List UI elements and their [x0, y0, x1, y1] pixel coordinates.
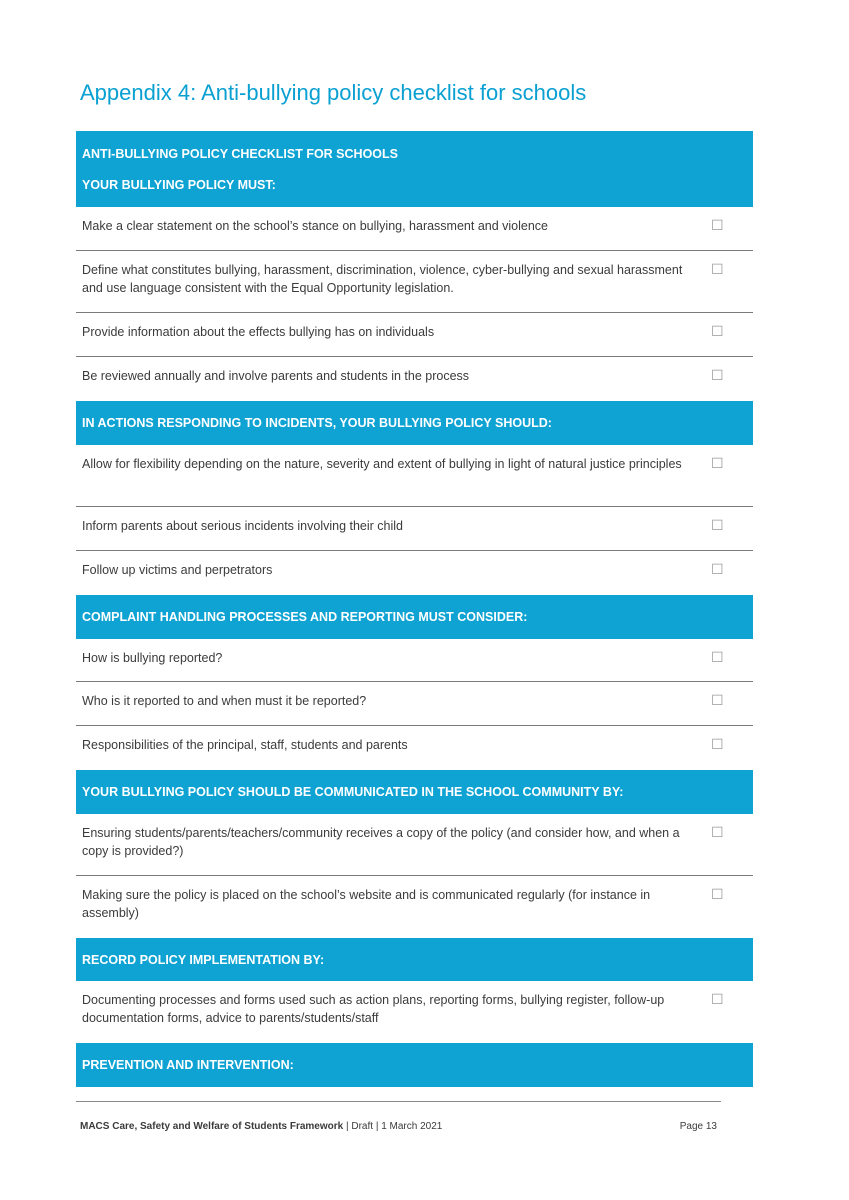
- checklist-item-text: Responsibilities of the principal, staff, students and parents: [82, 738, 408, 752]
- checkbox[interactable]: ☐: [711, 824, 724, 840]
- checklist-row: [76, 876, 753, 938]
- checklist-item-text: Ensuring students/parents/teachers/community receives a copy of the policy (and consider how, and when a copy is provided?): [82, 826, 680, 858]
- checkbox[interactable]: ☐: [711, 261, 724, 277]
- checklist-row: [76, 207, 753, 251]
- section-heading: IN ACTIONS RESPONDING TO INCIDENTS, YOUR BULLYING POLICY SHOULD:: [82, 416, 552, 430]
- checkbox[interactable]: ☐: [711, 886, 724, 902]
- section-heading: COMPLAINT HANDLING PROCESSES AND REPORTING MUST CONSIDER:: [82, 610, 528, 624]
- checkbox[interactable]: ☐: [711, 692, 724, 708]
- checklist-row: [76, 357, 753, 401]
- checkbox[interactable]: ☐: [711, 455, 724, 471]
- page-number: Page 13: [679, 1121, 717, 1132]
- section-header: [76, 131, 753, 207]
- checkbox[interactable]: ☐: [711, 517, 724, 533]
- checklist-item-text: Follow up victims and perpetrators: [82, 563, 273, 577]
- section-header: [76, 938, 753, 981]
- checklist-row: [76, 726, 753, 770]
- checklist-row: [76, 814, 753, 876]
- section-heading: RECORD POLICY IMPLEMENTATION BY:: [82, 952, 325, 967]
- checklist-item-text: Provide information about the effects bullying has on individuals: [82, 325, 435, 339]
- page-footer: [80, 1121, 717, 1132]
- checklist-row: [76, 507, 753, 551]
- checkbox[interactable]: ☐: [711, 991, 724, 1007]
- checklist-row: [76, 682, 753, 726]
- checklist-table: [76, 131, 753, 1087]
- section-heading: YOUR BULLYING POLICY SHOULD BE COMMUNICATED IN THE SCHOOL COMMUNITY BY:: [82, 785, 624, 799]
- checklist-item-text: Documenting processes and forms used such as action plans, reporting forms, bullying register, follow-up documentation forms, advice to parents/students/staff: [82, 993, 665, 1025]
- section-heading: PREVENTION AND INTERVENTION:: [82, 1058, 294, 1072]
- page-title: Appendix 4: Anti-bullying policy checklist for schools: [80, 80, 587, 105]
- footer-doc-name: MACS Care, Safety and Welfare of Students Framework: [80, 1121, 344, 1132]
- section-header: [76, 401, 753, 445]
- checkbox[interactable]: ☐: [711, 323, 724, 339]
- checklist-row: [76, 445, 753, 507]
- footer-divider: [76, 1101, 721, 1102]
- checklist-item-text: Make a clear statement on the school’s stance on bullying, harassment and violence: [82, 219, 549, 233]
- section-header: [76, 595, 753, 639]
- section-heading: YOUR BULLYING POLICY MUST:: [82, 177, 276, 192]
- section-header: [76, 1043, 753, 1087]
- checkbox[interactable]: ☐: [711, 561, 724, 577]
- checkbox[interactable]: ☐: [711, 736, 724, 752]
- checklist-row: [76, 313, 753, 357]
- checklist-row: [76, 981, 753, 1043]
- checklist-item-text: Inform parents about serious incidents involving their child: [82, 519, 404, 533]
- checklist-row: [76, 551, 753, 595]
- checklist-item-text: Making sure the policy is placed on the school’s website and is communicated regularly (for instance in assembly): [82, 888, 651, 920]
- checklist-row: [76, 639, 753, 682]
- checklist-item-text: How is bullying reported?: [82, 651, 223, 665]
- checkbox[interactable]: ☐: [711, 649, 724, 665]
- checkbox[interactable]: ☐: [711, 367, 724, 383]
- section-header: [76, 770, 753, 814]
- footer-doc-info: [80, 1121, 442, 1132]
- table-title: ANTI-BULLYING POLICY CHECKLIST FOR SCHOOLS: [82, 146, 398, 161]
- checklist-item-text: Who is it reported to and when must it be reported?: [82, 694, 367, 708]
- checkbox[interactable]: ☐: [711, 217, 724, 233]
- checklist-item-text: Be reviewed annually and involve parents and students in the process: [82, 369, 470, 383]
- checklist-item-text: Define what constitutes bullying, harassment, discrimination, violence, cyber-bullying and sexual harassment and use language consistent with the Equal Opportunity legislation.: [82, 263, 683, 295]
- checklist-item-text: Allow for flexibility depending on the nature, severity and extent of bullying in light of natural justice principles: [82, 457, 682, 471]
- checklist-row: [76, 251, 753, 313]
- footer-doc-meta: | Draft | 1 March 2021: [343, 1121, 443, 1132]
